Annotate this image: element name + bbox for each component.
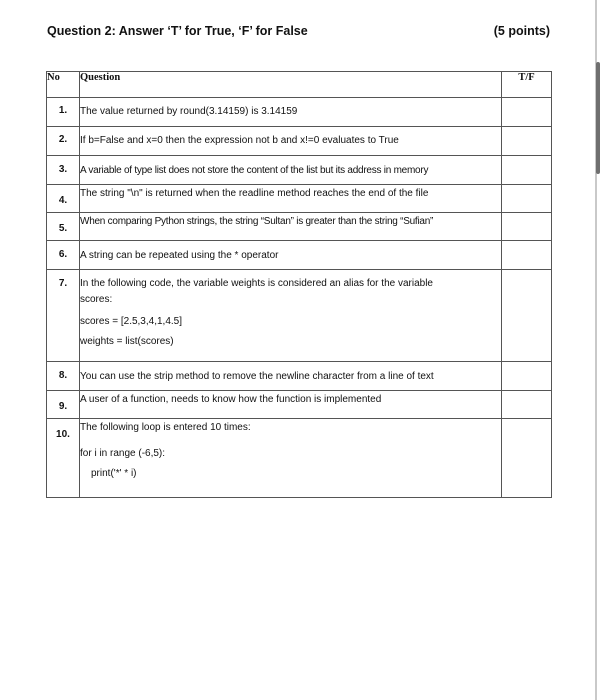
answer-cell[interactable] (502, 270, 552, 362)
header-no: No (47, 72, 80, 98)
code-line: for i in range (-6,5): (80, 448, 166, 459)
question-title: Question 2: Answer ‘T’ for True, ‘F’ for False (47, 24, 308, 38)
row-number: 8. (47, 362, 80, 391)
answer-cell[interactable] (502, 391, 552, 419)
table-row (47, 362, 552, 391)
row-number: 5. (47, 213, 80, 241)
question-line: If b=False and x=0 then the expression not b and x!=0 evaluates to True (80, 135, 399, 146)
question-text (80, 419, 502, 498)
answer-cell[interactable] (502, 241, 552, 270)
question-text (80, 98, 502, 127)
table-row (47, 391, 552, 419)
table-row (47, 419, 552, 498)
question-line: A user of a function, needs to know how the function is implemented (80, 394, 382, 405)
answer-cell[interactable] (502, 98, 552, 127)
row-number: 10. (47, 419, 80, 498)
table-row (47, 185, 552, 213)
header-question: Question (80, 72, 502, 98)
row-number: 2. (47, 127, 80, 156)
question-line: In the following code, the variable weights is considered an alias for the variable (80, 278, 433, 289)
table-row (47, 127, 552, 156)
question-text (80, 156, 502, 185)
scrollbar-thumb[interactable] (596, 62, 600, 174)
table-row (47, 98, 552, 127)
answer-cell[interactable] (502, 156, 552, 185)
question-line: When comparing Python strings, the string “Sultan” is greater than the string “Sufian” (80, 216, 434, 227)
answer-cell[interactable] (502, 213, 552, 241)
row-number: 1. (47, 98, 80, 127)
answer-cell[interactable] (502, 419, 552, 498)
question-line: The following loop is entered 10 times: (80, 422, 251, 433)
question-line: A string can be repeated using the * operator (80, 250, 279, 261)
points-label: (5 points) (493, 24, 550, 38)
question-text (80, 241, 502, 270)
answer-cell[interactable] (502, 362, 552, 391)
code-line: scores = [2.5,3,4,1,4.5] (80, 316, 183, 327)
table-header-row (47, 72, 552, 98)
question-text (80, 362, 502, 391)
question-line: A variable of type list does not store the content of the list but its address in memory (80, 165, 429, 176)
table-row (47, 156, 552, 185)
question-line: The string "\n" is returned when the readline method reaches the end of the file (80, 188, 429, 199)
code-line: print('*' * i) (91, 468, 137, 479)
question-text (80, 391, 502, 419)
row-number: 9. (47, 391, 80, 419)
table-row (47, 213, 552, 241)
row-number: 6. (47, 241, 80, 270)
table-row (47, 241, 552, 270)
answer-cell[interactable] (502, 185, 552, 213)
row-number: 3. (47, 156, 80, 185)
true-false-table (46, 71, 552, 498)
table-row (47, 270, 552, 362)
question-line: The value returned by round(3.14159) is 3.14159 (80, 106, 298, 117)
question-line: scores: (80, 294, 113, 305)
code-line: weights = list(scores) (80, 336, 174, 347)
question-text (80, 270, 502, 362)
row-number: 7. (47, 270, 80, 362)
row-number: 4. (47, 185, 80, 213)
question-text (80, 127, 502, 156)
answer-cell[interactable] (502, 127, 552, 156)
header-tf: T/F (502, 72, 552, 98)
question-text (80, 213, 502, 241)
question-text (80, 185, 502, 213)
question-line: You can use the strip method to remove the newline character from a line of text (80, 371, 434, 382)
